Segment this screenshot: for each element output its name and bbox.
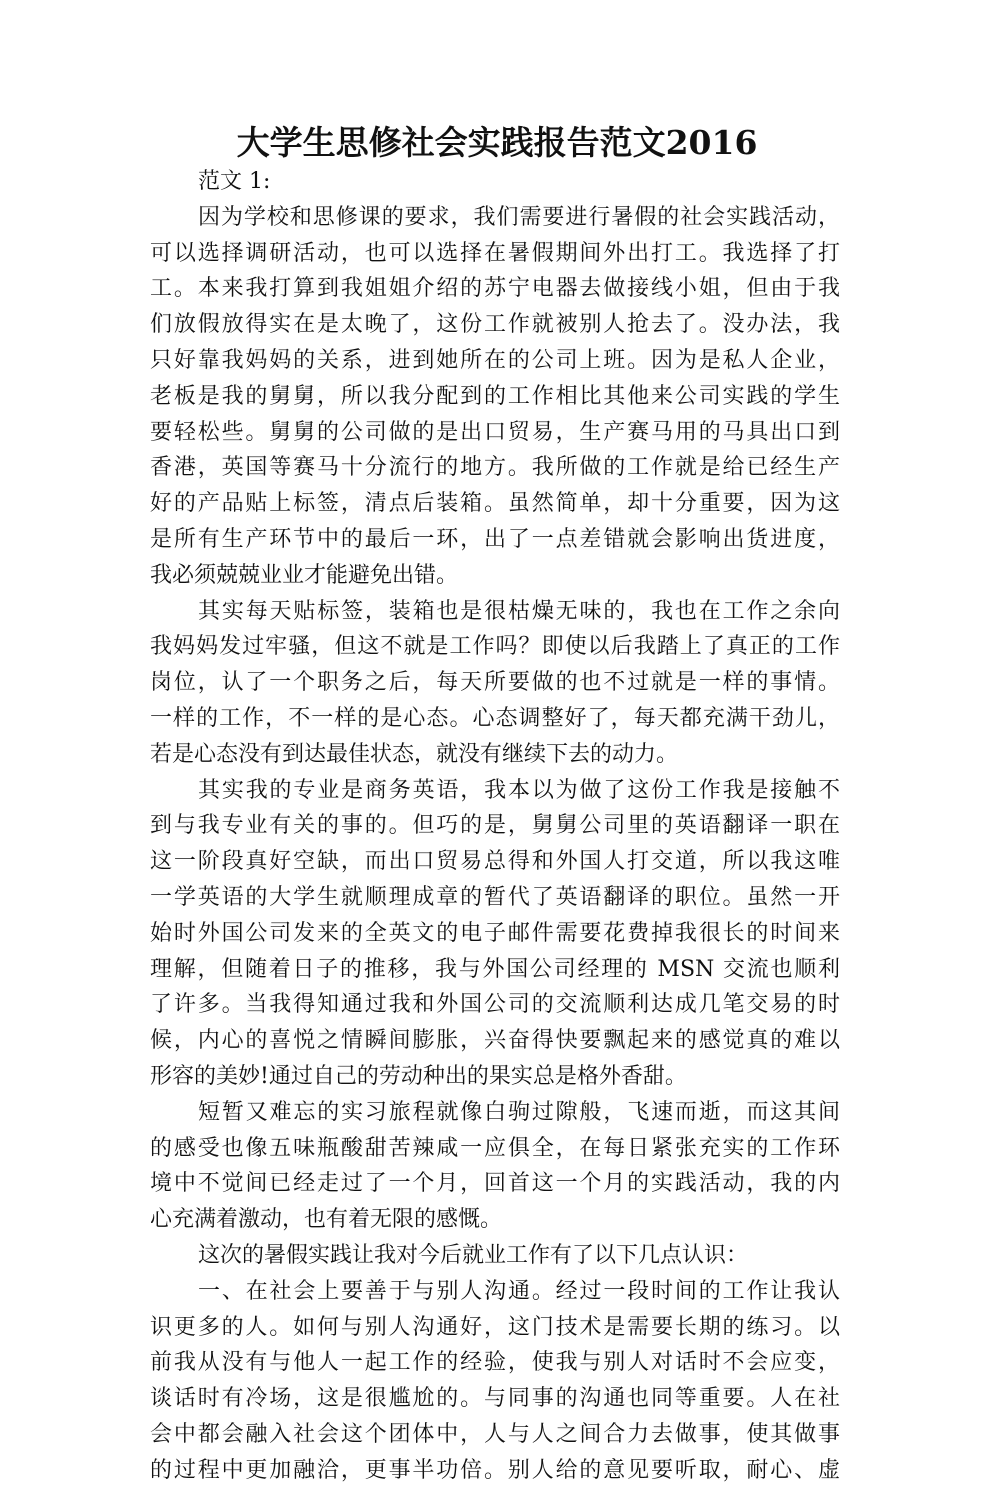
text-line: 识更多的人。如何与别人沟通好，这门技术是需要长期的练习。以 (150, 1314, 840, 1340)
text-line: 了许多。当我得知通过我和外国公司的交流顺利达成几笔交易的时 (150, 992, 840, 1018)
text-line: 只好靠我妈妈的关系，进到她所在的公司上班。因为是私人企业， (150, 347, 840, 373)
text-line: 候，内心的喜悦之情瞬间膨胀，兴奋得快要飘起来的感觉真的难以 (150, 1028, 840, 1054)
text-line: 始时外国公司发来的全英文的电子邮件需要花费掉我很长的时间来 (150, 920, 840, 946)
text-line: 一、在社会上要善于与别人沟通。经过一段时间的工作让我认 (198, 1278, 840, 1304)
text-line: 是所有生产环节中的最后一环，出了一点差错就会影响出货进度， (150, 526, 840, 552)
text-line: 我必须兢兢业业才能避免出错。 (150, 562, 459, 588)
text-line: 这一阶段真好空缺，而出口贸易总得和外国人打交道，所以我这唯 (150, 849, 840, 875)
text-line: 的感受也像五味瓶酸甜苦辣咸一应俱全，在每日紧张充实的工作环 (150, 1135, 840, 1161)
text-line: 其实每天贴标签，装箱也是很枯燥无味的，我也在工作之余向 (198, 598, 840, 624)
document-body (150, 164, 840, 1488)
text-line: 老板是我的舅舅，所以我分配到的工作相比其他来公司实践的学生 (150, 383, 840, 409)
text-line: 们放假放得实在是太晚了，这份工作就被别人抢去了。没办法，我 (150, 312, 840, 338)
document-title: 大学生思修社会实践报告范文2016 (236, 123, 758, 162)
text-line: 岗位，认了一个职务之后，每天所要做的也不过就是一样的事情。 (150, 670, 840, 696)
text-line: 短暂又难忘的实习旅程就像白驹过隙般，飞速而逝，而这其间 (198, 1099, 840, 1125)
text-line: 前我从没有与他人一起工作的经验，使我与别人对话时不会应变， (150, 1350, 840, 1376)
text-line: 的过程中更加融洽，更事半功倍。别人给的意见要听取，耐心、虚 (150, 1457, 840, 1483)
text-line: 好的产品贴上标签，清点后装箱。虽然简单，却十分重要，因为这 (150, 491, 840, 517)
text-line: 香港，英国等赛马十分流行的地方。我所做的工作就是给已经生产 (150, 455, 840, 481)
text-line: 要轻松些。舅舅的公司做的是出口贸易，生产赛马用的马具出口到 (150, 419, 840, 445)
text-line: 其实我的专业是商务英语，我本以为做了这份工作我是接触不 (198, 777, 840, 803)
text-line: 理解，但随着日子的推移，我与外国公司经理的 MSN 交流也顺利 (150, 956, 840, 982)
text-line: 因为学校和思修课的要求，我们需要进行暑假的社会实践活动， (198, 204, 840, 230)
text-line: 一学英语的大学生就顺理成章的暂代了英语翻译的职位。虽然一开 (150, 884, 840, 910)
text-line: 我妈妈发过牢骚，但这不就是工作吗？即使以后我踏上了真正的工作 (150, 634, 840, 660)
text-line: 会中都会融入社会这个团体中，人与人之间合力去做事，使其做事 (150, 1421, 840, 1447)
text-line: 一样的工作，不一样的是心态。心态调整好了，每天都充满干劲儿， (150, 705, 840, 731)
text-line: 若是心态没有到达最佳状态，就没有继续下去的动力。 (150, 741, 679, 767)
text-line: 境中不觉间已经走过了一个月，回首这一个月的实践活动，我的内 (150, 1171, 840, 1197)
text-line: 形容的美妙!通过自己的劳动种出的果实总是格外香甜。 (150, 1063, 687, 1089)
text-line: 工。本来我打算到我姐姐介绍的苏宁电器去做接线小姐，但由于我 (150, 276, 840, 302)
text-line: 这次的暑假实践让我对今后就业工作有了以下几点认识： (198, 1242, 749, 1268)
text-line: 谈话时有冷场，这是很尴尬的。与同事的沟通也同等重要。人在社 (150, 1386, 840, 1412)
text-line: 到与我专业有关的事的。但巧的是，舅舅公司里的英语翻译一职在 (150, 813, 840, 839)
text-line: 可以选择调研活动，也可以选择在暑假期间外出打工。我选择了打 (150, 240, 840, 266)
text-line: 范文 1: (198, 169, 271, 194)
text-line: 心充满着激动，也有着无限的感慨。 (150, 1207, 503, 1233)
